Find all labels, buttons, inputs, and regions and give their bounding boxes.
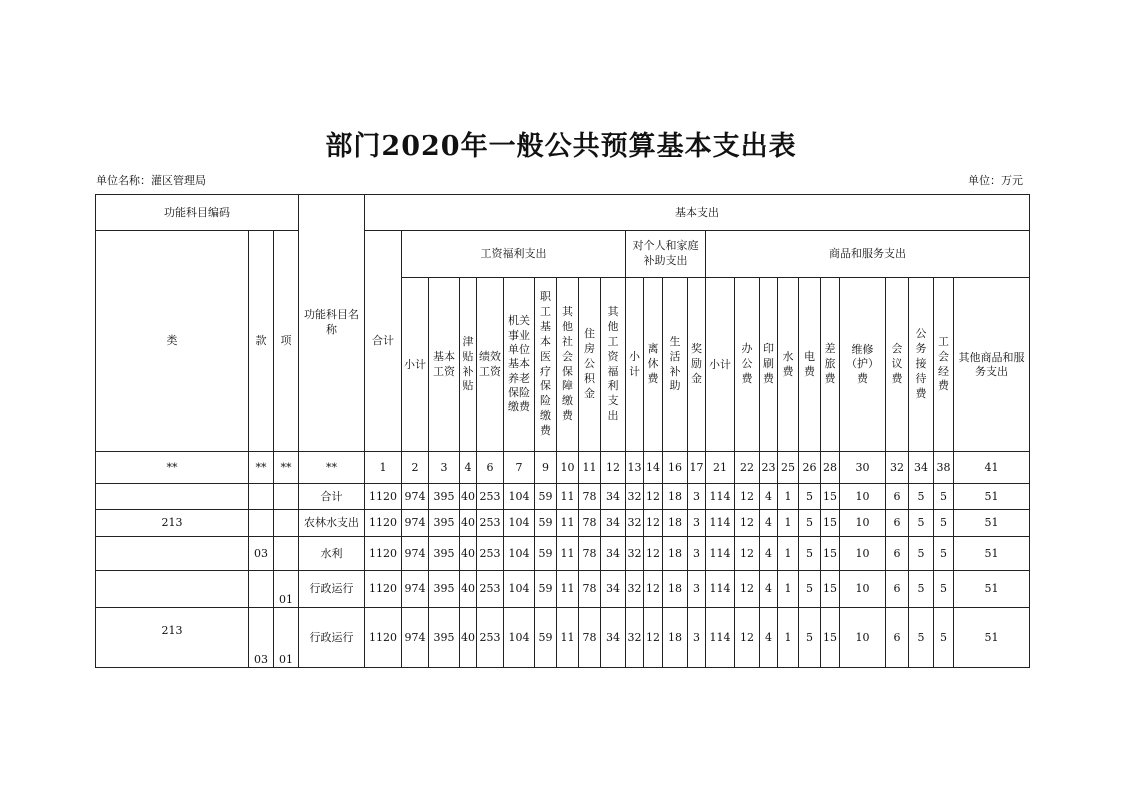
kuan-cell [249, 571, 274, 608]
value-cell: 5 [934, 510, 954, 537]
value-cell: 5 [909, 608, 934, 668]
header-row-2 [96, 231, 1030, 278]
code-cell: ** [96, 452, 249, 484]
value-cell: 1 [778, 510, 799, 537]
value-cell: 974 [402, 510, 429, 537]
value-cell: 78 [579, 571, 601, 608]
col-header: 差旅费 [821, 278, 840, 452]
xiang-cell: 01 [274, 571, 299, 608]
code-cell: 23 [760, 452, 778, 484]
value-cell: 40 [460, 608, 477, 668]
value-cell: 974 [402, 537, 429, 571]
kuan-cell [249, 484, 274, 510]
col-header: 机关事业单位基本养老保险缴费 [504, 278, 535, 452]
table-row [96, 510, 1030, 537]
value-cell: 253 [477, 608, 504, 668]
col-header: 离休费 [644, 278, 663, 452]
value-cell: 11 [557, 510, 579, 537]
table-row [96, 571, 1030, 608]
value-cell: 395 [429, 571, 460, 608]
value-cell: 12 [735, 571, 760, 608]
value-cell: 1120 [365, 537, 402, 571]
col-header: 办公费 [735, 278, 760, 452]
code-cell: ** [274, 452, 299, 484]
budget-table [95, 194, 1030, 668]
subject-name-cell: 农林水支出 [299, 510, 365, 537]
value-cell: 15 [821, 510, 840, 537]
value-cell: 51 [954, 510, 1030, 537]
code-cell: 6 [477, 452, 504, 484]
kuan-cell: 03 [249, 608, 274, 668]
code-cell: 32 [886, 452, 909, 484]
value-cell: 18 [663, 608, 688, 668]
value-cell: 104 [504, 537, 535, 571]
value-cell: 18 [663, 571, 688, 608]
value-cell: 3 [688, 510, 706, 537]
code-cell: 16 [663, 452, 688, 484]
value-cell: 114 [706, 571, 735, 608]
col-header: 其他工资福利支出 [601, 278, 626, 452]
code-cell: 25 [778, 452, 799, 484]
code-cell: 22 [735, 452, 760, 484]
code-cell: 2 [402, 452, 429, 484]
value-cell: 1 [778, 571, 799, 608]
value-cell: 4 [760, 571, 778, 608]
kuan-cell: 03 [249, 537, 274, 571]
value-cell: 1 [778, 484, 799, 510]
value-cell: 5 [799, 484, 821, 510]
value-cell: 395 [429, 510, 460, 537]
value-cell: 395 [429, 608, 460, 668]
subject-name-header: 功能科目名称 [299, 195, 365, 452]
col-header: 住房公积金 [579, 278, 601, 452]
code-cell: 9 [535, 452, 557, 484]
value-cell: 32 [626, 571, 644, 608]
value-cell: 10 [840, 571, 886, 608]
value-cell: 114 [706, 608, 735, 668]
value-cell: 12 [644, 484, 663, 510]
code-cell: 28 [821, 452, 840, 484]
value-cell: 3 [688, 571, 706, 608]
code-cell: 38 [934, 452, 954, 484]
value-cell: 11 [557, 537, 579, 571]
code-cell: 7 [504, 452, 535, 484]
code-cell: 13 [626, 452, 644, 484]
value-cell: 253 [477, 510, 504, 537]
value-cell: 4 [760, 537, 778, 571]
value-cell: 104 [504, 608, 535, 668]
value-cell: 34 [601, 510, 626, 537]
col-header: 会议费 [886, 278, 909, 452]
value-cell: 34 [601, 537, 626, 571]
salary-group-header: 工资福利支出 [402, 231, 626, 278]
value-cell: 10 [840, 484, 886, 510]
value-cell: 5 [909, 510, 934, 537]
value-cell: 253 [477, 537, 504, 571]
value-cell: 5 [934, 571, 954, 608]
unit-label: 单位：万元 [968, 174, 1023, 187]
code-row [96, 452, 1030, 484]
value-cell: 51 [954, 484, 1030, 510]
col-header: 维修（护）费 [840, 278, 886, 452]
value-cell: 114 [706, 484, 735, 510]
value-cell: 40 [460, 537, 477, 571]
value-cell: 34 [601, 484, 626, 510]
xiang-header: 项 [274, 231, 299, 452]
value-cell: 5 [909, 571, 934, 608]
value-cell: 10 [840, 608, 886, 668]
value-cell: 1120 [365, 484, 402, 510]
value-cell: 395 [429, 537, 460, 571]
lei-cell [96, 537, 249, 571]
code-cell: 34 [909, 452, 934, 484]
value-cell: 974 [402, 484, 429, 510]
value-cell: 78 [579, 510, 601, 537]
xiang-cell [274, 537, 299, 571]
value-cell: 15 [821, 571, 840, 608]
code-cell: 3 [429, 452, 460, 484]
value-cell: 15 [821, 537, 840, 571]
value-cell: 3 [688, 608, 706, 668]
lei-cell: 213 [96, 608, 249, 668]
code-cell: 41 [954, 452, 1030, 484]
value-cell: 3 [688, 484, 706, 510]
lei-cell [96, 571, 249, 608]
col-header: 小计 [626, 278, 644, 452]
value-cell: 32 [626, 537, 644, 571]
value-cell: 32 [626, 510, 644, 537]
value-cell: 15 [821, 484, 840, 510]
col-header: 工会经费 [934, 278, 954, 452]
value-cell: 40 [460, 510, 477, 537]
value-cell: 5 [934, 484, 954, 510]
table-row [96, 484, 1030, 510]
value-cell: 32 [626, 608, 644, 668]
subject-name-cell: 行政运行 [299, 608, 365, 668]
value-cell: 18 [663, 537, 688, 571]
col-header: 绩效工资 [477, 278, 504, 452]
value-cell: 1 [778, 537, 799, 571]
col-header: 小计 [402, 278, 429, 452]
code-cell: ** [299, 452, 365, 484]
value-cell: 114 [706, 537, 735, 571]
code-cell: 30 [840, 452, 886, 484]
xiang-cell: 01 [274, 608, 299, 668]
value-cell: 12 [735, 510, 760, 537]
value-cell: 59 [535, 510, 557, 537]
page-title: 部门2020年一般公共预算基本支出表 [325, 131, 797, 162]
value-cell: 12 [644, 537, 663, 571]
col-header: 水费 [778, 278, 799, 452]
value-cell: 12 [735, 608, 760, 668]
col-header: 印刷费 [760, 278, 778, 452]
value-cell: 1120 [365, 608, 402, 668]
value-cell: 12 [735, 484, 760, 510]
value-cell: 11 [557, 484, 579, 510]
value-cell: 5 [799, 510, 821, 537]
value-cell: 5 [799, 571, 821, 608]
value-cell: 51 [954, 537, 1030, 571]
value-cell: 78 [579, 484, 601, 510]
value-cell: 395 [429, 484, 460, 510]
personal-group-header: 对个人和家庭补助支出 [626, 231, 706, 278]
header-row-1 [96, 195, 1030, 231]
value-cell: 18 [663, 510, 688, 537]
value-cell: 6 [886, 484, 909, 510]
col-header: 基本工资 [429, 278, 460, 452]
value-cell: 5 [909, 484, 934, 510]
value-cell: 51 [954, 571, 1030, 608]
xiang-cell [274, 510, 299, 537]
value-cell: 104 [504, 484, 535, 510]
code-cell: 11 [579, 452, 601, 484]
value-cell: 1120 [365, 571, 402, 608]
code-cell: ** [249, 452, 274, 484]
subject-name-cell: 行政运行 [299, 571, 365, 608]
col-header: 职工基本医疗保险缴费 [535, 278, 557, 452]
col-header: 奖励金 [688, 278, 706, 452]
table-row [96, 537, 1030, 571]
value-cell: 974 [402, 571, 429, 608]
value-cell: 10 [840, 510, 886, 537]
value-cell: 5 [934, 608, 954, 668]
value-cell: 12 [644, 510, 663, 537]
value-cell: 5 [799, 608, 821, 668]
value-cell: 59 [535, 571, 557, 608]
value-cell: 34 [601, 608, 626, 668]
subject-name-cell: 水利 [299, 537, 365, 571]
col-header: 小计 [706, 278, 735, 452]
value-cell: 11 [557, 571, 579, 608]
value-cell: 51 [954, 608, 1030, 668]
code-cell: 10 [557, 452, 579, 484]
value-cell: 5 [934, 537, 954, 571]
value-cell: 12 [735, 537, 760, 571]
lei-cell [96, 484, 249, 510]
value-cell: 10 [840, 537, 886, 571]
value-cell: 253 [477, 571, 504, 608]
value-cell: 18 [663, 484, 688, 510]
subject-name-cell: 合计 [299, 484, 365, 510]
kuan-header: 款 [249, 231, 274, 452]
value-cell: 1120 [365, 510, 402, 537]
value-cell: 104 [504, 571, 535, 608]
value-cell: 59 [535, 608, 557, 668]
col-header: 其他商品和服务支出 [954, 278, 1030, 452]
value-cell: 114 [706, 510, 735, 537]
code-group-header: 功能科目编码 [96, 195, 299, 231]
lei-header: 类 [96, 231, 249, 452]
value-cell: 32 [626, 484, 644, 510]
col-header: 其他社会保障缴费 [557, 278, 579, 452]
value-cell: 34 [601, 571, 626, 608]
value-cell: 78 [579, 608, 601, 668]
value-cell: 6 [886, 608, 909, 668]
value-cell: 974 [402, 608, 429, 668]
basic-expense-header: 基本支出 [365, 195, 1030, 231]
table-row [96, 608, 1030, 668]
value-cell: 12 [644, 571, 663, 608]
value-cell: 78 [579, 537, 601, 571]
code-cell: 4 [460, 452, 477, 484]
value-cell: 12 [644, 608, 663, 668]
value-cell: 6 [886, 537, 909, 571]
value-cell: 253 [477, 484, 504, 510]
lei-cell: 213 [96, 510, 249, 537]
value-cell: 11 [557, 608, 579, 668]
kuan-cell [249, 510, 274, 537]
value-cell: 4 [760, 484, 778, 510]
col-header: 生活补助 [663, 278, 688, 452]
value-cell: 6 [886, 510, 909, 537]
code-cell: 14 [644, 452, 663, 484]
goods-group-header: 商品和服务支出 [706, 231, 1030, 278]
value-cell: 6 [886, 571, 909, 608]
value-cell: 1 [778, 608, 799, 668]
value-cell: 4 [760, 510, 778, 537]
xiang-cell [274, 484, 299, 510]
value-cell: 59 [535, 484, 557, 510]
value-cell: 5 [799, 537, 821, 571]
col-header: 电费 [799, 278, 821, 452]
value-cell: 40 [460, 484, 477, 510]
value-cell: 59 [535, 537, 557, 571]
code-cell: 17 [688, 452, 706, 484]
col-header: 公务接待费 [909, 278, 934, 452]
code-cell: 21 [706, 452, 735, 484]
unit-name: 单位名称：灌区管理局 [96, 174, 206, 187]
value-cell: 4 [760, 608, 778, 668]
value-cell: 40 [460, 571, 477, 608]
value-cell: 3 [688, 537, 706, 571]
code-cell: 12 [601, 452, 626, 484]
value-cell: 15 [821, 608, 840, 668]
code-cell: 1 [365, 452, 402, 484]
total-header: 合计 [365, 231, 402, 452]
col-header: 津贴补贴 [460, 278, 477, 452]
value-cell: 104 [504, 510, 535, 537]
code-cell: 26 [799, 452, 821, 484]
value-cell: 5 [909, 537, 934, 571]
